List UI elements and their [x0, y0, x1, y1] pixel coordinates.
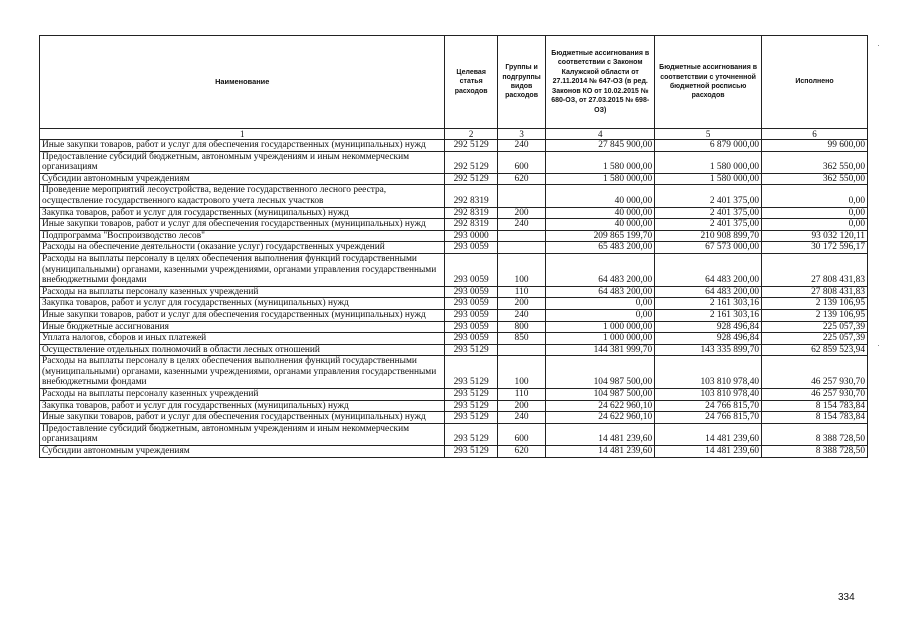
- column-number: 2: [445, 129, 497, 140]
- executed-amount-cell: 8 154 783,84: [762, 412, 868, 424]
- target-article-cell: 293 0059: [445, 242, 497, 254]
- budget-amount-cell: 928 496,84: [655, 333, 762, 345]
- target-article-cell: 293 0059: [445, 253, 497, 286]
- table-row: [40, 400, 868, 412]
- target-article-cell: 293 5129: [445, 356, 497, 389]
- row-name-cell: Уплата налогов, сборов и иных платежей: [40, 333, 445, 345]
- row-name-cell: Расходы на выплаты персоналу казенных учреждений: [40, 286, 445, 298]
- expense-group-cell: [497, 344, 545, 356]
- row-name-cell: Иные бюджетные ассигнования: [40, 321, 445, 333]
- law-amount-cell: 24 622 960,10: [546, 400, 655, 412]
- expense-group-cell: 100: [497, 253, 545, 286]
- expense-group-cell: 240: [497, 309, 545, 321]
- table-row: [40, 333, 868, 345]
- law-amount-cell: 64 483 200,00: [546, 253, 655, 286]
- header-law-allocations: Бюджетные ассигнования в соответствии с Законом Калужской области от 27.11.2014 № 647-ОЗ (в ред. Законов КО от 10.02.2015 № 680-ОЗ, от 27.03.2015 № 698-ОЗ): [546, 36, 655, 129]
- row-name-cell: Закупка товаров, работ и услуг для государственных (муниципальных) нужд: [40, 207, 445, 219]
- budget-amount-cell: 928 496,84: [655, 321, 762, 333]
- executed-amount-cell: 2 139 106,95: [762, 298, 868, 310]
- row-name-cell: Закупка товаров, работ и услуг для государственных (муниципальных) нужд: [40, 400, 445, 412]
- table-row: [40, 446, 868, 458]
- executed-amount-cell: 8 154 783,84: [762, 400, 868, 412]
- budget-amount-cell: 1 580 000,00: [655, 173, 762, 185]
- target-article-cell: 293 5129: [445, 344, 497, 356]
- budget-amount-cell: 2 401 375,00: [655, 185, 762, 207]
- expense-group-cell: 620: [497, 446, 545, 458]
- executed-amount-cell: 30 172 596,17: [762, 242, 868, 254]
- law-amount-cell: 1 000 000,00: [546, 321, 655, 333]
- law-amount-cell: 24 622 960,10: [546, 412, 655, 424]
- budget-amount-cell: 1 580 000,00: [655, 151, 762, 173]
- target-article-cell: 293 5129: [445, 446, 497, 458]
- executed-amount-cell: 99 600,00: [762, 140, 868, 152]
- target-article-cell: 292 5129: [445, 140, 497, 152]
- law-amount-cell: 144 381 999,70: [546, 344, 655, 356]
- header-expense-groups: Группы и подгруппы видов расходов: [497, 36, 545, 129]
- table-header-row: [40, 36, 868, 129]
- header-name: Наименование: [40, 36, 445, 129]
- expense-group-cell: 240: [497, 412, 545, 424]
- budget-amount-cell: 2 161 303,16: [655, 309, 762, 321]
- header-budget-schedule: Бюджетные ассигнования в соответствии с уточненной бюджетной росписью расходов: [655, 36, 762, 129]
- column-number: 1: [40, 129, 445, 140]
- expense-group-cell: 200: [497, 400, 545, 412]
- row-name-cell: Предоставление субсидий бюджетным, автономным учреждениям и иным некоммерческим организациям: [40, 423, 445, 445]
- header-executed: Исполнено: [762, 36, 868, 129]
- header-target-article: Целевая статья расходов: [445, 36, 497, 129]
- expense-group-cell: 110: [497, 286, 545, 298]
- expense-group-cell: 600: [497, 423, 545, 445]
- row-name-cell: Расходы на выплаты персоналу в целях обеспечения выполнения функций государственными (муниципальными) органами, казенными учреждениями, органами управления государственными внебюджетными фондами: [40, 356, 445, 389]
- column-number-row: [40, 129, 868, 140]
- table-row: [40, 423, 868, 445]
- budget-amount-cell: 103 810 978,40: [655, 356, 762, 389]
- row-name-cell: Подпрограмма "Воспроизводство лесов": [40, 230, 445, 242]
- executed-amount-cell: 27 808 431,83: [762, 286, 868, 298]
- table-row: [40, 389, 868, 401]
- target-article-cell: 293 5129: [445, 423, 497, 445]
- table-row: [40, 185, 868, 207]
- expense-group-cell: 850: [497, 333, 545, 345]
- table-row: [40, 207, 868, 219]
- row-name-cell: Расходы на обеспечение деятельности (оказание услуг) государственных учреждений: [40, 242, 445, 254]
- target-article-cell: 292 8319: [445, 219, 497, 231]
- column-number: 3: [497, 129, 545, 140]
- budget-amount-cell: 14 481 239,60: [655, 423, 762, 445]
- table-row: [40, 356, 868, 389]
- target-article-cell: 293 0059: [445, 286, 497, 298]
- margin-mark: ·: [877, 40, 880, 50]
- budget-amount-cell: 64 483 200,00: [655, 286, 762, 298]
- executed-amount-cell: 46 257 930,70: [762, 356, 868, 389]
- column-number: 5: [655, 129, 762, 140]
- law-amount-cell: 104 987 500,00: [546, 389, 655, 401]
- expense-group-cell: [497, 242, 545, 254]
- row-name-cell: Расходы на выплаты персоналу в целях обеспечения выполнения функций государственными (муниципальными) органами, казенными учреждениями, органами управления государственными внебюджетными фондами: [40, 253, 445, 286]
- law-amount-cell: 0,00: [546, 309, 655, 321]
- executed-amount-cell: 2 139 106,95: [762, 309, 868, 321]
- margin-mark: ·: [877, 340, 880, 350]
- target-article-cell: 293 0000: [445, 230, 497, 242]
- expense-group-cell: 240: [497, 219, 545, 231]
- expense-group-cell: 620: [497, 173, 545, 185]
- expense-group-cell: [497, 230, 545, 242]
- table-row: [40, 140, 868, 152]
- row-name-cell: Проведение мероприятий лесоустройства, ведение государственного лесного реестра, осуществление государственного кадастрового учета лесных участков: [40, 185, 445, 207]
- budget-amount-cell: 14 481 239,60: [655, 446, 762, 458]
- target-article-cell: 293 0059: [445, 333, 497, 345]
- law-amount-cell: 40 000,00: [546, 219, 655, 231]
- executed-amount-cell: 0,00: [762, 219, 868, 231]
- column-number: 6: [762, 129, 868, 140]
- row-name-cell: Осуществление отдельных полномочий в области лесных отношений: [40, 344, 445, 356]
- law-amount-cell: 14 481 239,60: [546, 423, 655, 445]
- law-amount-cell: 0,00: [546, 298, 655, 310]
- target-article-cell: 292 5129: [445, 173, 497, 185]
- row-name-cell: Иные закупки товаров, работ и услуг для обеспечения государственных (муниципальных) нужд: [40, 219, 445, 231]
- law-amount-cell: 40 000,00: [546, 185, 655, 207]
- budget-amount-cell: 103 810 978,40: [655, 389, 762, 401]
- expense-group-cell: 240: [497, 140, 545, 152]
- executed-amount-cell: 0,00: [762, 185, 868, 207]
- executed-amount-cell: 62 859 523,94: [762, 344, 868, 356]
- expense-group-cell: 200: [497, 207, 545, 219]
- executed-amount-cell: 0,00: [762, 207, 868, 219]
- row-name-cell: Субсидии автономным учреждениям: [40, 446, 445, 458]
- expense-group-cell: 200: [497, 298, 545, 310]
- law-amount-cell: 40 000,00: [546, 207, 655, 219]
- table-row: [40, 219, 868, 231]
- budget-table: [39, 35, 868, 458]
- row-name-cell: Субсидии автономным учреждениям: [40, 173, 445, 185]
- table-row: [40, 344, 868, 356]
- row-name-cell: Закупка товаров, работ и услуг для государственных (муниципальных) нужд: [40, 298, 445, 310]
- executed-amount-cell: 8 388 728,50: [762, 446, 868, 458]
- executed-amount-cell: 225 057,39: [762, 333, 868, 345]
- row-name-cell: Предоставление субсидий бюджетным, автономным учреждениям и иным некоммерческим организациям: [40, 151, 445, 173]
- executed-amount-cell: 46 257 930,70: [762, 389, 868, 401]
- target-article-cell: 293 0059: [445, 321, 497, 333]
- law-amount-cell: 14 481 239,60: [546, 446, 655, 458]
- target-article-cell: 292 5129: [445, 151, 497, 173]
- expense-group-cell: 110: [497, 389, 545, 401]
- expense-group-cell: [497, 185, 545, 207]
- table-row: [40, 309, 868, 321]
- expense-group-cell: 600: [497, 151, 545, 173]
- table-row: [40, 173, 868, 185]
- law-amount-cell: 64 483 200,00: [546, 286, 655, 298]
- law-amount-cell: 1 580 000,00: [546, 151, 655, 173]
- table-row: [40, 412, 868, 424]
- budget-amount-cell: 24 766 815,70: [655, 400, 762, 412]
- budget-amount-cell: 6 879 000,00: [655, 140, 762, 152]
- budget-amount-cell: 210 908 899,70: [655, 230, 762, 242]
- executed-amount-cell: 362 550,00: [762, 173, 868, 185]
- expense-group-cell: 800: [497, 321, 545, 333]
- budget-amount-cell: 2 401 375,00: [655, 219, 762, 231]
- law-amount-cell: 209 865 199,70: [546, 230, 655, 242]
- column-number: 4: [546, 129, 655, 140]
- law-amount-cell: 27 845 900,00: [546, 140, 655, 152]
- target-article-cell: 293 5129: [445, 412, 497, 424]
- row-name-cell: Иные закупки товаров, работ и услуг для обеспечения государственных (муниципальных) нужд: [40, 412, 445, 424]
- budget-amount-cell: 24 766 815,70: [655, 412, 762, 424]
- target-article-cell: 293 5129: [445, 400, 497, 412]
- target-article-cell: 292 8319: [445, 207, 497, 219]
- table-row: [40, 298, 868, 310]
- table-row: [40, 230, 868, 242]
- budget-amount-cell: 2 401 375,00: [655, 207, 762, 219]
- table-row: [40, 242, 868, 254]
- law-amount-cell: 104 987 500,00: [546, 356, 655, 389]
- target-article-cell: 293 5129: [445, 389, 497, 401]
- table-body: [40, 140, 868, 458]
- row-name-cell: Иные закупки товаров, работ и услуг для обеспечения государственных (муниципальных) нужд: [40, 309, 445, 321]
- law-amount-cell: 1 000 000,00: [546, 333, 655, 345]
- budget-amount-cell: 64 483 200,00: [655, 253, 762, 286]
- target-article-cell: 292 8319: [445, 185, 497, 207]
- expense-group-cell: 100: [497, 356, 545, 389]
- budget-amount-cell: 67 573 000,00: [655, 242, 762, 254]
- target-article-cell: 293 0059: [445, 298, 497, 310]
- budget-amount-cell: 143 335 899,70: [655, 344, 762, 356]
- row-name-cell: Расходы на выплаты персоналу казенных учреждений: [40, 389, 445, 401]
- page-number: 334: [838, 592, 855, 603]
- table-row: [40, 253, 868, 286]
- executed-amount-cell: 225 057,39: [762, 321, 868, 333]
- executed-amount-cell: 27 808 431,83: [762, 253, 868, 286]
- target-article-cell: 293 0059: [445, 309, 497, 321]
- table-row: [40, 286, 868, 298]
- executed-amount-cell: 8 388 728,50: [762, 423, 868, 445]
- law-amount-cell: 1 580 000,00: [546, 173, 655, 185]
- executed-amount-cell: 362 550,00: [762, 151, 868, 173]
- table-row: [40, 151, 868, 173]
- row-name-cell: Иные закупки товаров, работ и услуг для обеспечения государственных (муниципальных) нужд: [40, 140, 445, 152]
- budget-amount-cell: 2 161 303,16: [655, 298, 762, 310]
- table-row: [40, 321, 868, 333]
- executed-amount-cell: 93 032 120,11: [762, 230, 868, 242]
- law-amount-cell: 65 483 200,00: [546, 242, 655, 254]
